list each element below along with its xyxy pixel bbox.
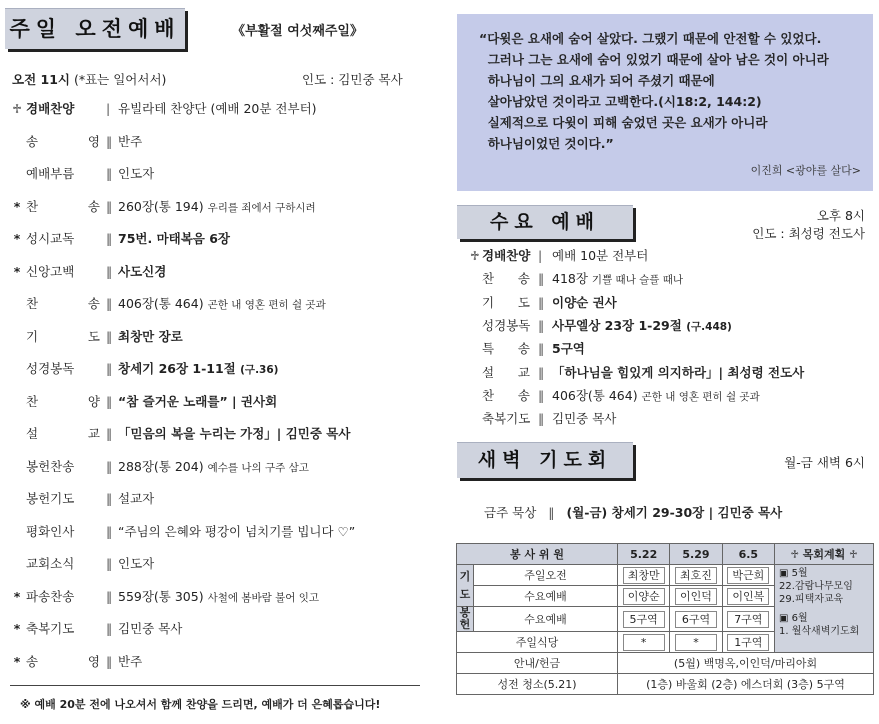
item-value: [118, 618, 182, 641]
cell-value: 이인덕: [675, 588, 717, 605]
item-separator: ‖: [106, 588, 113, 604]
cell-value: *: [675, 634, 717, 651]
sunday-order-item: [12, 391, 422, 413]
item-value-text: 75번. 마태복음 6장: [118, 231, 230, 246]
item-value-text: 인도자: [118, 166, 155, 181]
dawn-meditation-label: 금주 묵상: [484, 505, 537, 520]
item-value-text: 이양순 권사: [552, 294, 617, 310]
wednesday-order-item: [474, 385, 874, 407]
cell-value: 1구역: [727, 634, 769, 651]
item-label: 평화인사: [26, 523, 75, 539]
item-label: 찬 양: [26, 393, 100, 409]
clean-value: (1층) 바울회 (2층) 에스더회 (3층) 5구역: [617, 674, 873, 695]
item-separator: ‖: [106, 653, 113, 669]
item-separator: ‖: [106, 393, 113, 409]
item-value: [552, 338, 585, 361]
item-value: [118, 358, 278, 381]
item-label: 교회소식: [26, 556, 75, 571]
item-value-note: 곤한 내 영혼 편히 쉴 곳과: [641, 390, 760, 403]
item-separator: ‖: [106, 361, 113, 376]
item-value: [552, 292, 617, 315]
item-value: [552, 315, 732, 338]
item-value: [118, 163, 154, 186]
table-cell: [722, 632, 774, 653]
item-value-note: (구.36): [240, 364, 279, 376]
item-value-text: 예배 10분 전부터: [552, 248, 649, 263]
item-value: [118, 651, 142, 674]
volunteer-date: 6.5: [722, 544, 774, 565]
table-cell: [722, 565, 774, 586]
row-label: 수요예배: [474, 586, 618, 607]
item-value-note: (구.448): [686, 320, 732, 333]
sunday-order-item: [12, 521, 422, 543]
table-cell: [617, 565, 669, 586]
item-marker: *: [13, 621, 21, 636]
item-value: [118, 228, 230, 251]
sunday-order-item: [12, 163, 422, 185]
item-label: 축복기도: [482, 411, 531, 427]
table-cell: [670, 607, 722, 632]
item-value-text: 260장(통 194): [118, 198, 204, 214]
item-value-text: 유빌라테 찬양단 (예배 20분 전부터): [118, 101, 317, 116]
item-label: 찬 송: [482, 271, 530, 287]
item-value-text: 사무엘상 23장 1-29절: [552, 317, 682, 333]
sunday-title: 주일 오전예배: [9, 17, 181, 41]
item-label: 찬 송: [26, 198, 100, 214]
table-cell: [670, 565, 722, 586]
sunday-footer-note: ※ 예배 20분 전에 나오셔서 함께 찬양을 드리면, 예배가 더 은혜롭습니다!: [20, 698, 381, 711]
plan-line: 29.피택자교육: [779, 594, 844, 605]
sunday-time-note: (*표는 일어서서): [73, 72, 167, 87]
wednesday-order-item: [474, 292, 874, 314]
item-value-text: 설교자: [118, 491, 155, 506]
wednesday-order-item: [474, 338, 874, 360]
item-separator: ‖: [106, 328, 113, 344]
sunday-time: 오전 11시: [12, 72, 70, 87]
item-value-text: 「믿음의 복을 누리는 가정」| 김민중 목사: [118, 426, 351, 441]
table-cell: [670, 632, 722, 653]
sunday-order-item: [12, 553, 422, 575]
item-value-text: 5구역: [552, 341, 585, 357]
item-value-note: 예수를 나의 구주 삼고: [207, 461, 309, 474]
cell-value: 6구역: [675, 611, 717, 628]
volunteer-table: [456, 543, 874, 695]
item-label: 송 영: [26, 653, 100, 669]
item-separator: ‖: [106, 523, 113, 539]
item-marker: *: [13, 263, 21, 279]
item-value-text: 559장(통 305): [118, 588, 204, 604]
wednesday-order-item: [474, 268, 874, 290]
item-value: [118, 553, 154, 576]
item-separator: |: [106, 101, 111, 116]
wednesday-order-item: [474, 362, 874, 384]
quote-text: “다윗은 요새에 숨어 살았다. 그랬기 때문에 안전할 수 있었다. 그러나 그는 요새에 숨어 있었기 때문에 살아 남은 것이 아니라 하나님이 그의 요새가 되어 주셨기 때문에 살아남았던 것이라고 고백한다.(시18:2, 144:2) 실제적으로 다윗이 피해 숨었던 곳은 요새가 아니라 하나님이었던 것이다.”: [479, 31, 829, 151]
item-value: [118, 488, 154, 511]
item-label: 성시교독: [26, 231, 75, 246]
item-value-text: 창세기 26장 1-11절: [118, 361, 236, 376]
item-separator: ‖: [538, 294, 545, 310]
wednesday-order-item: [474, 408, 874, 430]
item-label: 설 교: [482, 364, 530, 380]
wednesday-order-item: [474, 315, 874, 337]
quote-source: 이진희 <광야를 살다>: [750, 164, 861, 177]
group-prayer-label: 기도: [457, 565, 474, 607]
sunday-order-item: [12, 488, 422, 510]
sunday-title-box: [5, 8, 185, 49]
item-label: 특 송: [482, 341, 530, 357]
item-value-text: 「하나님을 힘있게 의지하라」| 최성령 전도사: [552, 364, 805, 380]
sunday-order-item: [12, 358, 422, 380]
item-separator: ‖: [538, 317, 545, 333]
item-label: 성경봉독: [26, 361, 75, 376]
item-label: 축복기도: [26, 621, 75, 636]
item-value: [118, 521, 355, 544]
plan-list: [775, 565, 874, 653]
item-value: [552, 362, 804, 385]
item-marker: *: [13, 198, 21, 214]
item-value: [118, 456, 309, 479]
item-label: 봉헌찬송: [26, 458, 75, 474]
item-label: 봉헌기도: [26, 491, 75, 506]
clean-label: 성전 청소(5.21): [457, 674, 618, 695]
dawn-meditation-value: (월-금) 창세기 29-30장 | 김민중 목사: [566, 505, 783, 520]
cell-value: 7구역: [727, 611, 769, 628]
item-value-text: 최창만 장로: [118, 328, 183, 344]
sunday-order-item: [12, 456, 422, 478]
volunteer-header: 봉 사 위 원: [457, 544, 618, 565]
guide-value: (5월) 백명옥,이인덕/마리아회: [617, 653, 873, 674]
plan-line: ▣ 5월: [779, 568, 808, 579]
item-label: 신앙고백: [26, 263, 75, 279]
item-value-text: 반주: [118, 133, 143, 149]
volunteer-date: 5.22: [617, 544, 669, 565]
row-label: 주일식당: [457, 632, 618, 653]
item-value: [118, 98, 317, 121]
plan-title: ♱ 목회계획 ♱: [775, 544, 874, 565]
item-value-text: 406장(통 464): [118, 296, 204, 311]
wednesday-title-box: [457, 205, 633, 239]
table-cell: [617, 586, 669, 607]
cell-value: 최창만: [623, 567, 665, 584]
item-value-text: 김민중 목사: [118, 621, 183, 636]
dawn-title-box: [457, 442, 633, 478]
item-value-text: 406장(통 464): [552, 387, 638, 403]
item-label: 경배찬양: [26, 101, 75, 116]
sunday-order-item: [12, 196, 422, 218]
item-value-text: 288장(통 204): [118, 458, 204, 474]
table-cell: [617, 632, 669, 653]
item-value-text: 인도자: [118, 556, 155, 571]
item-separator: ‖: [106, 621, 113, 636]
item-value: [118, 391, 277, 414]
dawn-meditation-line: [484, 503, 782, 521]
item-label: 성경봉독: [482, 317, 531, 333]
sunday-order-item: [12, 618, 422, 640]
plan-line: 1. 월삭새벽기도회: [779, 626, 860, 637]
item-value-note: 우리를 죄에서 구하시려: [207, 201, 316, 214]
item-value-text: “주님의 은혜와 평강이 넘치기를 빕니다 ♡”: [118, 523, 356, 539]
item-value: [552, 268, 683, 291]
item-label: 경배찬양: [482, 248, 531, 263]
table-cell: [670, 586, 722, 607]
item-label: 기 도: [26, 328, 100, 344]
item-marker: *: [13, 653, 21, 669]
sunday-leader: 인도 : 김민중 목사: [302, 72, 403, 87]
cell-value: *: [623, 634, 665, 651]
wednesday-leader: 인도 : 최성령 전도사: [752, 226, 865, 241]
sunday-order-item: [12, 651, 422, 673]
item-value-text: 418장: [552, 271, 588, 287]
item-value: [552, 245, 648, 268]
item-value-text: 사도신경: [118, 263, 167, 279]
sunday-footer-rule: [10, 685, 420, 686]
dawn-title: 새벽 기도회: [477, 449, 613, 471]
cell-value: 박근희: [727, 567, 769, 584]
item-separator: ‖: [106, 133, 113, 149]
sunday-time-line: [12, 70, 166, 88]
plan-line: 22.감람나무모임: [779, 581, 853, 592]
item-marker: *: [13, 231, 21, 246]
item-separator: ‖: [106, 426, 113, 441]
item-value: [118, 261, 166, 284]
dawn-time: 월-금 새벽 6시: [784, 455, 865, 470]
item-value: [118, 196, 316, 219]
plan-line: ▣ 6월: [779, 613, 808, 624]
item-value: [118, 293, 326, 316]
group-offering-label: 봉헌: [457, 607, 474, 632]
cell-value: 최호진: [675, 567, 717, 584]
item-label: 찬 송: [482, 387, 530, 403]
item-marker: ♱: [12, 101, 22, 116]
item-value-note: 사철에 봄바람 불어 잇고: [207, 591, 320, 604]
item-label: 송 영: [26, 133, 100, 149]
table-cell: [617, 607, 669, 632]
guide-label: 안내/헌금: [457, 653, 618, 674]
item-separator: ‖: [106, 166, 113, 181]
item-separator: ‖: [106, 263, 113, 279]
item-separator: |: [538, 248, 543, 263]
item-separator: ‖: [538, 271, 545, 287]
item-value: [118, 586, 319, 609]
cell-value: 이인복: [727, 588, 769, 605]
quote-box: [457, 14, 873, 191]
item-separator: ‖: [106, 296, 113, 311]
item-value: [118, 131, 142, 154]
wednesday-order-item: [470, 245, 874, 267]
cell-value: 5구역: [623, 611, 665, 628]
item-value-text: “참 즐거운 노래를” | 권사회: [118, 393, 278, 409]
sunday-order-item: [12, 98, 422, 120]
item-separator: ‖: [538, 341, 545, 357]
item-value-text: 반주: [118, 653, 143, 669]
sunday-order-item: [12, 423, 422, 445]
dawn-meditation-sep: ‖: [548, 505, 555, 520]
item-value: [118, 423, 350, 446]
sunday-order-item: [12, 228, 422, 250]
item-label: 파송찬송: [26, 588, 75, 604]
item-separator: ‖: [538, 387, 545, 403]
sunday-order-item: [12, 131, 422, 153]
wednesday-time: 오후 8시: [816, 208, 865, 223]
wednesday-title: 수요 예배: [489, 211, 601, 233]
item-separator: ‖: [106, 198, 113, 214]
item-separator: ‖: [106, 458, 113, 474]
item-separator: ‖: [106, 231, 113, 246]
sunday-order-item: [12, 261, 422, 283]
item-marker: ♱: [470, 248, 480, 263]
item-label: 기 도: [482, 294, 530, 310]
item-label: 설 교: [26, 426, 100, 441]
cell-value: 이양순: [623, 588, 665, 605]
item-separator: ‖: [538, 411, 545, 427]
sunday-subtitle: 《부활절 여섯째주일》: [232, 24, 363, 39]
table-cell: [722, 586, 774, 607]
volunteer-date: 5.29: [670, 544, 722, 565]
item-label: 찬 송: [26, 296, 100, 311]
sunday-order-item: [12, 586, 422, 608]
item-separator: ‖: [106, 491, 113, 506]
row-label: 수요예배: [474, 607, 618, 632]
item-value-note: 기쁠 때나 슬플 때나: [591, 274, 684, 287]
item-value: [552, 385, 760, 408]
row-label: 주일오전: [474, 565, 618, 586]
sunday-order-item: [12, 293, 422, 315]
sunday-order-item: [12, 326, 422, 348]
item-separator: ‖: [538, 364, 545, 380]
item-separator: ‖: [106, 556, 113, 571]
item-marker: *: [13, 588, 21, 604]
item-value: [118, 326, 183, 349]
item-value-note: 곤한 내 영혼 편히 쉴 곳과: [207, 299, 326, 311]
item-value-text: 김민중 목사: [552, 411, 617, 427]
item-label: 예배부름: [26, 166, 75, 181]
table-cell: [722, 607, 774, 632]
item-value: [552, 408, 616, 431]
